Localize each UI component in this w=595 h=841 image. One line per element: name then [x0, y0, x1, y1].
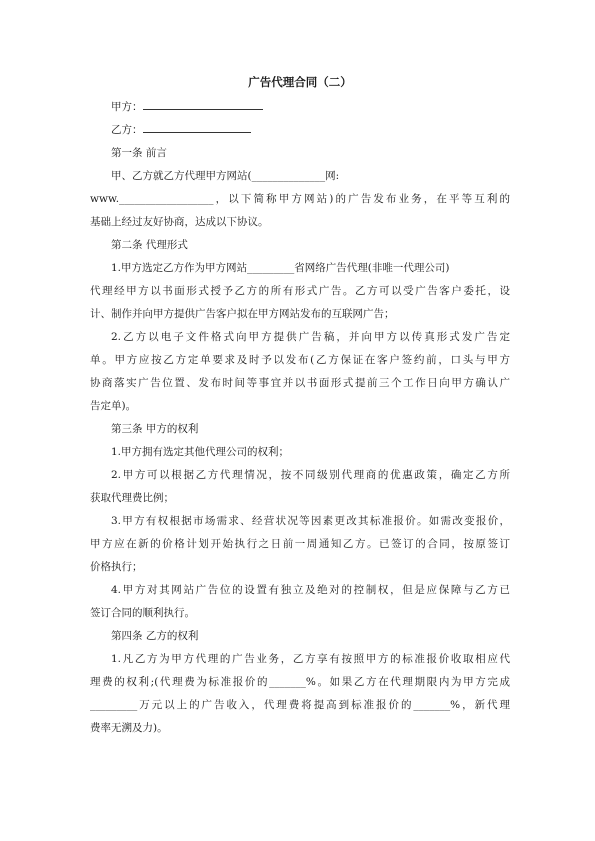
article-3-clause-3: 3.甲方有权根据市场需求、经营状况等因素更改其标准报价。如需改变报价，: [111, 515, 510, 527]
article-3-clause-3: 价格执行；: [90, 561, 143, 573]
article-3-clause-2: 获取代理费比例；: [90, 492, 174, 504]
article-2-clause-2: 告定单)。: [90, 400, 137, 412]
article-1-heading: 第一条 前言: [111, 147, 167, 159]
article-4-clause-1: 1.凡乙方为甲方代理的广告业务，乙方享有按照甲方的标准报价收取相应代: [111, 653, 510, 665]
document-title: 广告代理合同（二）: [248, 75, 352, 89]
article-1-text: 基础上经过友好协商，达成以下协议。: [90, 216, 269, 228]
article-3-clause-3: 甲方应在新的价格计划开始执行之日前一周通知乙方。已签订的合同，按原签订: [90, 538, 510, 550]
party-a-label: 甲方：: [111, 101, 143, 113]
article-3-clause-4: 4.甲方对其网站广告位的设置有独立及绝对的控制权，但是应保障与乙方已: [111, 584, 510, 596]
article-1-text: 甲、乙方就乙方代理甲方网站(______________网:: [111, 170, 340, 182]
article-2-heading: 第二条 代理形式: [111, 239, 188, 251]
article-4-clause-1: 费率无溯及力)。: [90, 722, 168, 734]
article-2-clause-1: 计、制作并向甲方提供广告客户拟在甲方网站发布的互联网广告；: [90, 308, 395, 320]
article-4-heading: 第四条 乙方的权利: [111, 630, 199, 642]
party-a-line: [90, 96, 510, 119]
article-3-clause-4: 签订合同的顺利执行。: [90, 607, 195, 619]
article-4-clause-1: 理费的权利;(代理费为标准报价的_______%。如果乙方在代理期限内为甲方完成: [90, 676, 510, 688]
party-a-blank: [143, 97, 263, 110]
article-4-clause-1: _________万元以上的广告收入，代理费将提高到标准报价的_______%，新代理: [90, 699, 510, 711]
article-2-clause-2: 2.乙方以电子文件格式向甲方提供广告稿，并向甲方以传真形式发广告定: [111, 331, 510, 343]
article-2-clause-2: 单。甲方应按乙方定单要求及时予以发布(乙方保证在客户签约前，口头与甲方: [90, 354, 510, 366]
article-1-text: www.__________________，以下简称甲方网站)的广告发布业务，在平等互利的: [90, 193, 510, 205]
article-3-heading: 第三条 甲方的权利: [111, 423, 199, 435]
article-3-clause-1: 1.甲方拥有选定其他代理公司的权利；: [111, 446, 290, 458]
party-b-label: 乙方：: [111, 124, 143, 136]
party-b-blank: [143, 120, 251, 133]
article-2-clause-2: 协商落实广告位置、发布时间等事宜并以书面形式提前三个工作日向甲方确认广: [90, 377, 510, 389]
article-3-clause-2: 2.甲方可以根据乙方代理情况，按不同级别代理商的优惠政策，确定乙方所: [111, 469, 510, 481]
article-2-clause-1: 代理经甲方以书面形式授予乙方的所有形式广告。乙方可以受广告客户委托，设: [90, 285, 510, 297]
contract-page: [90, 70, 510, 740]
party-b-line: [90, 119, 510, 142]
article-2-clause-1: 1.甲方选定乙方作为甲方网站_________省网络广告代理(非唯一代理公司): [111, 262, 450, 274]
